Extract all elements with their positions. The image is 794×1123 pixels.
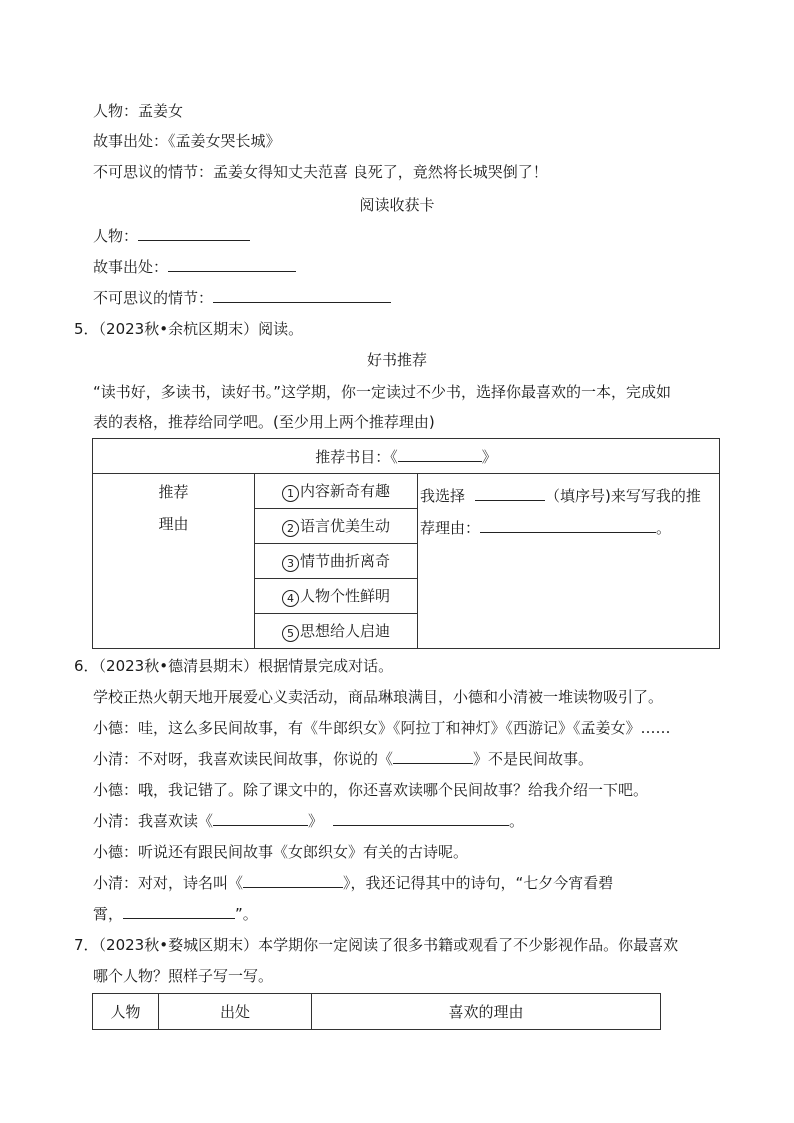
q6-line2	[93, 749, 593, 769]
q6-line7	[93, 904, 258, 924]
circled-number: 1	[282, 485, 299, 502]
q6-blank-not-folk-story[interactable]	[393, 749, 473, 764]
card-person-blank[interactable]	[138, 226, 250, 241]
card-plot-blank[interactable]	[213, 288, 391, 303]
card-title: 阅读收获卡	[359, 196, 435, 214]
reason-option[interactable]	[255, 614, 418, 649]
q6-header: 6．（2023秋•德清县期末）根据情景完成对话。	[74, 657, 394, 675]
q6-line2-suffix: 》不是民间故事。	[473, 750, 594, 768]
q7-line1: 7．（2023秋•婺城区期末）本学期你一定阅读了很多书籍或观看了不少影视作品。你最喜欢	[74, 936, 679, 954]
circled-number: 5	[282, 625, 299, 642]
reason-text: 内容新奇有趣	[299, 482, 390, 500]
q6-line2-prefix: 小清：不对呀，我喜欢读民间故事，你说的《	[93, 750, 394, 768]
q6-line4-suffix: 。	[509, 812, 525, 830]
reason-option[interactable]	[255, 579, 418, 614]
example-person: 人物：孟姜女	[93, 102, 184, 120]
reason-text: 思想给人启迪	[299, 622, 390, 640]
col-header-reason: 喜欢的理由	[312, 994, 661, 1030]
reason-blank[interactable]	[480, 518, 656, 533]
reason-text: 语言优美生动	[299, 517, 390, 535]
circled-number: 4	[282, 590, 299, 607]
circled-number: 2	[282, 520, 299, 537]
character-table	[92, 993, 661, 1030]
book-suffix: 》	[481, 447, 497, 466]
reason-text: 人物个性鲜明	[299, 587, 390, 605]
example-source: 故事出处：《孟姜女哭长城》	[93, 132, 281, 150]
q5-title: 好书推荐	[366, 351, 427, 369]
q6-line1: 小德：哇，这么多民间故事，有《牛郎织女》《阿拉丁和神灯》《西游记》《孟姜女》……	[93, 719, 671, 737]
q7-line2: 哪个人物？照样子写一写。	[93, 967, 274, 985]
reason-option[interactable]	[255, 544, 418, 579]
q6-line3: 小德：哦，我记错了。除了课文中的，你还喜欢读哪个民间故事？给我介绍一下吧。	[93, 781, 649, 799]
card-source-label: 故事出处：	[93, 258, 169, 276]
example-plot: 不可思议的情节：孟姜女得知丈夫范喜 良死了，竟然将长城哭倒了！	[93, 163, 548, 181]
reason-text: 情节曲折离奇	[299, 552, 390, 570]
book-title-cell	[93, 439, 720, 474]
reason-label-cell	[93, 474, 255, 649]
card-plot-label: 不可思议的情节：	[93, 289, 214, 307]
answer-cell	[418, 474, 720, 649]
choose-suffix: （填序号)来写写我的推	[545, 487, 701, 505]
reason-option[interactable]	[255, 509, 418, 544]
q6-blank-favorite-story[interactable]	[213, 811, 308, 826]
q6-blank-poem-title[interactable]	[243, 873, 343, 888]
col-header-person: 人物	[93, 994, 159, 1030]
card-person-label: 人物：	[93, 227, 139, 245]
reason-option[interactable]	[255, 474, 418, 509]
q6-intro: 学校正热火朝天地开展爱心义卖活动，商品琳琅满目，小德和小清被一堆读物吸引了。	[93, 688, 664, 706]
q6-line4-mid: 》	[308, 812, 324, 830]
q5-line1: “读书好，多读书，读好书。”这学期，你一定读过不少书，选择你最喜欢的一本，完成如	[93, 383, 672, 401]
q6-line7-prefix: 霄，	[93, 905, 124, 923]
reason-prefix: 荐理由：	[420, 519, 481, 537]
reason-label-1: 推荐	[158, 483, 189, 501]
recommend-table	[92, 438, 720, 649]
q5-header: 5．（2023秋•余杭区期末）阅读。	[74, 320, 304, 338]
q5-line2: 表的表格，推荐给同学吧。(至少用上两个推荐理由)	[93, 413, 435, 431]
reason-label-2: 理由	[158, 515, 189, 533]
q6-line4	[93, 811, 524, 831]
book-prefix: 推荐书目：《	[315, 447, 398, 466]
circled-number: 3	[282, 555, 299, 572]
card-source-blank[interactable]	[168, 257, 296, 272]
q6-blank-poem-line[interactable]	[123, 904, 235, 919]
q6-line6-prefix: 小清：对对，诗名叫《	[93, 874, 244, 892]
book-title-blank[interactable]	[398, 447, 482, 462]
q6-line6	[93, 873, 613, 893]
col-header-source: 出处	[159, 994, 312, 1030]
card-person-row	[93, 226, 250, 246]
q6-line4-prefix: 小清：我喜欢读《	[93, 812, 214, 830]
card-plot-row	[93, 288, 391, 308]
choice-number-blank[interactable]	[475, 486, 545, 501]
choose-prefix: 我选择	[420, 487, 466, 505]
reason-suffix: 。	[656, 519, 672, 537]
q6-line7-suffix: ”。	[235, 905, 258, 923]
card-source-row	[93, 257, 296, 277]
q6-blank-story-intro[interactable]	[333, 811, 509, 826]
q6-line6-suffix: 》，我还记得其中的诗句，“七夕今宵看碧	[343, 874, 614, 892]
q6-line5: 小德：听说还有跟民间故事《女郎织女》有关的古诗呢。	[93, 843, 469, 861]
